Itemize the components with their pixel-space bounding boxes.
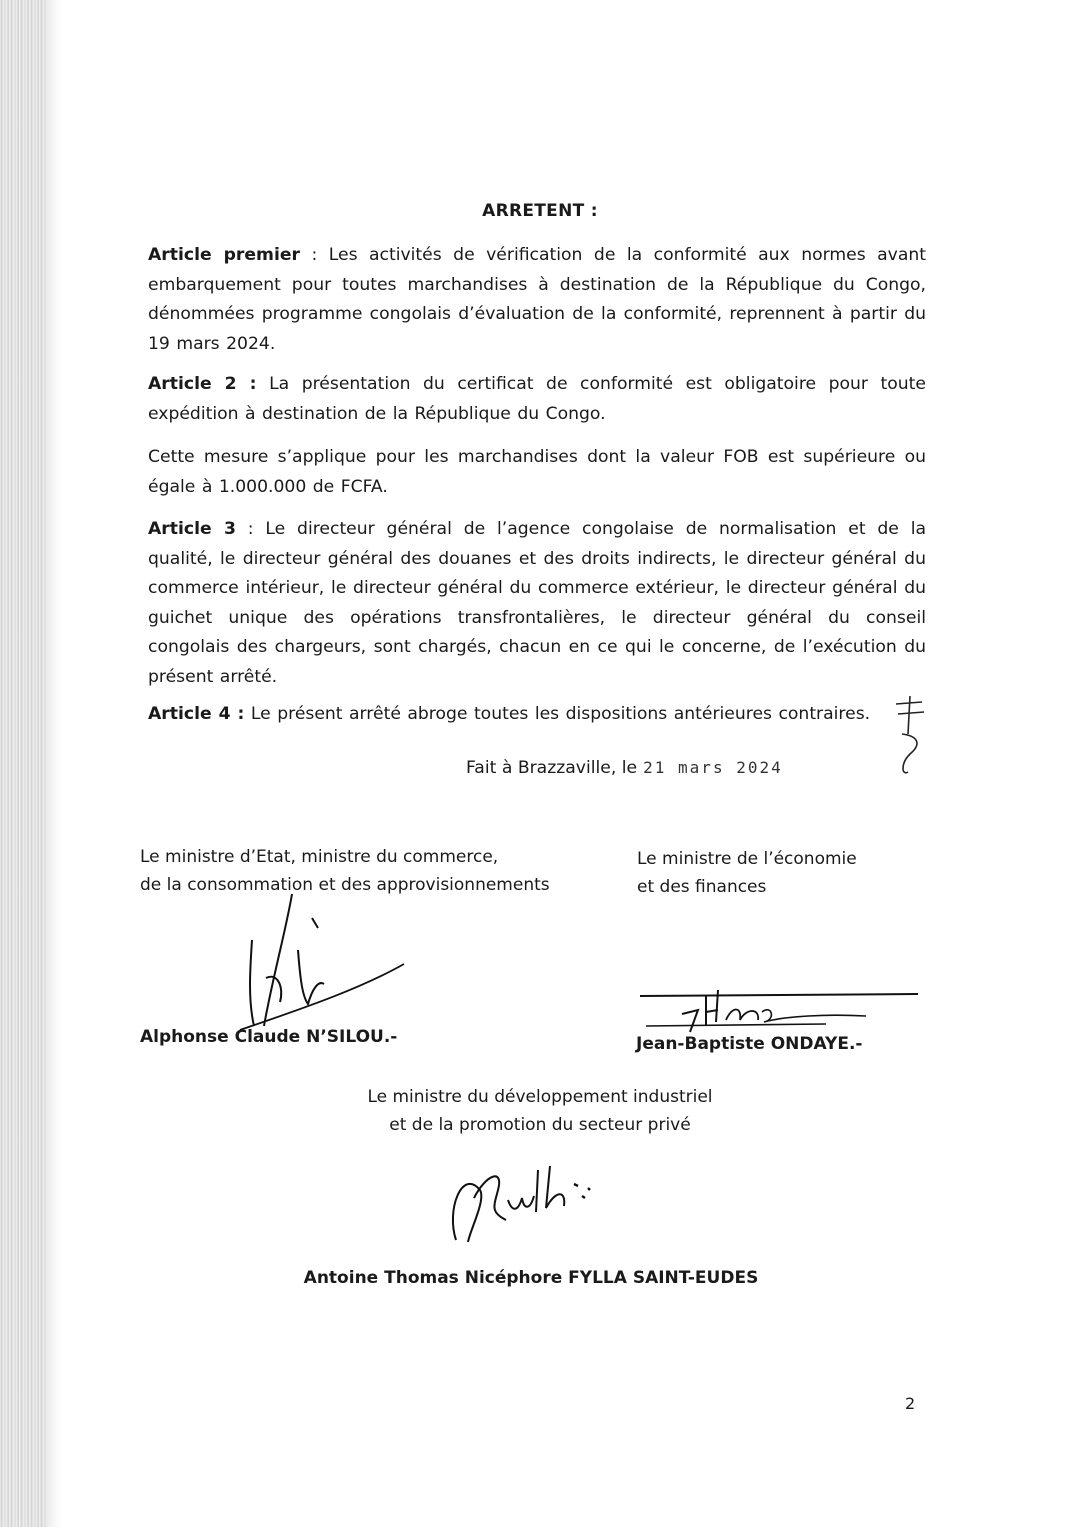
place-and-date: Fait à Brazzaville, le 21 mars 2024	[466, 758, 783, 778]
center-signature	[446, 1150, 606, 1250]
article-label: Article 4 :	[148, 704, 245, 724]
article-2	[148, 370, 926, 429]
article-4	[148, 700, 926, 730]
left-signature	[228, 880, 418, 1040]
article-text: Le présent arrêté abroge toutes les dispositions antérieures contraires.	[250, 704, 871, 724]
article-label: Article premier	[148, 245, 300, 265]
decree-heading: ARRETENT :	[482, 201, 598, 221]
article-premier: Article premier : Les activités de vérification de la conformité aux normes avant embarquement pour toutes marchandises à destination de la République du Congo, dénommées programme congolais d’évaluation de la conformité, reprennent à partir du 19 mars 2024.	[148, 245, 926, 354]
right-signatory-name: Jean-Baptiste ONDAYE.-	[636, 1034, 863, 1054]
left-signatory-name: Alphonse Claude N’SILOU.-	[140, 1027, 398, 1047]
article-3: Article 3 : Le directeur général de l’agence congolaise de normalisation et de la qualité, le directeur général des douanes et des droits indirects, le directeur général du commerce intérieur, le directeur général du commerce extérieur, le directeur général du guichet unique des opérations transfrontalières, le directeur général du conseil congolais des chargeurs, sont chargés, chacun en ce qui le concerne, de l’exécution du présent arrêté.	[148, 519, 926, 687]
article-label: Article 2 :	[148, 374, 257, 394]
article-2-threshold	[148, 443, 926, 502]
center-signatory-title: Le ministre du développement industriel et de la promotion du secteur privé	[367, 1087, 713, 1135]
article-text: La présentation du certificat de conformité est obligatoire pour toute expédition à destination de la République du Congo.	[148, 374, 926, 424]
page-number: 2	[905, 1394, 916, 1413]
left-signatory-title: Le ministre d’Etat, ministre du commerce, de la consommation et des approvisionnements	[140, 847, 550, 895]
article-text: Les activités de vérification de la conformité aux normes avant embarquement pour toutes marchandises à destination de la République du Congo, dénommées programme congolais d’évaluation de la conformité, reprennent à partir du 19 mars 2024.	[148, 245, 926, 354]
right-signature	[636, 976, 926, 1042]
article-text: Cette mesure s’applique pour les marchandises dont la valeur FOB est supérieure ou égale à 1.000.000 de FCFA.	[148, 447, 926, 497]
center-signatory-name: Antoine Thomas Nicéphore FYLLA SAINT-EUDES	[303, 1268, 759, 1288]
initials-mark	[888, 692, 934, 778]
article-label: Article 3	[148, 519, 236, 539]
scan-edge	[0, 0, 46, 1527]
article-text: Le directeur général de l’agence congolaise de normalisation et de la qualité, le directeur général des douanes et des droits indirects, le directeur général du commerce intérieur, le directeur général du commerce extérieur, le directeur général du guichet unique des opérations transfrontalières, le directeur général du conseil congolais des chargeurs, sont chargés, chacun en ce qui le concerne, de l’exécution du présent arrêté.	[148, 519, 926, 687]
right-signatory-title: Le ministre de l’économie et des finances	[637, 849, 857, 897]
date-stamp: 21 mars 2024	[643, 758, 783, 777]
